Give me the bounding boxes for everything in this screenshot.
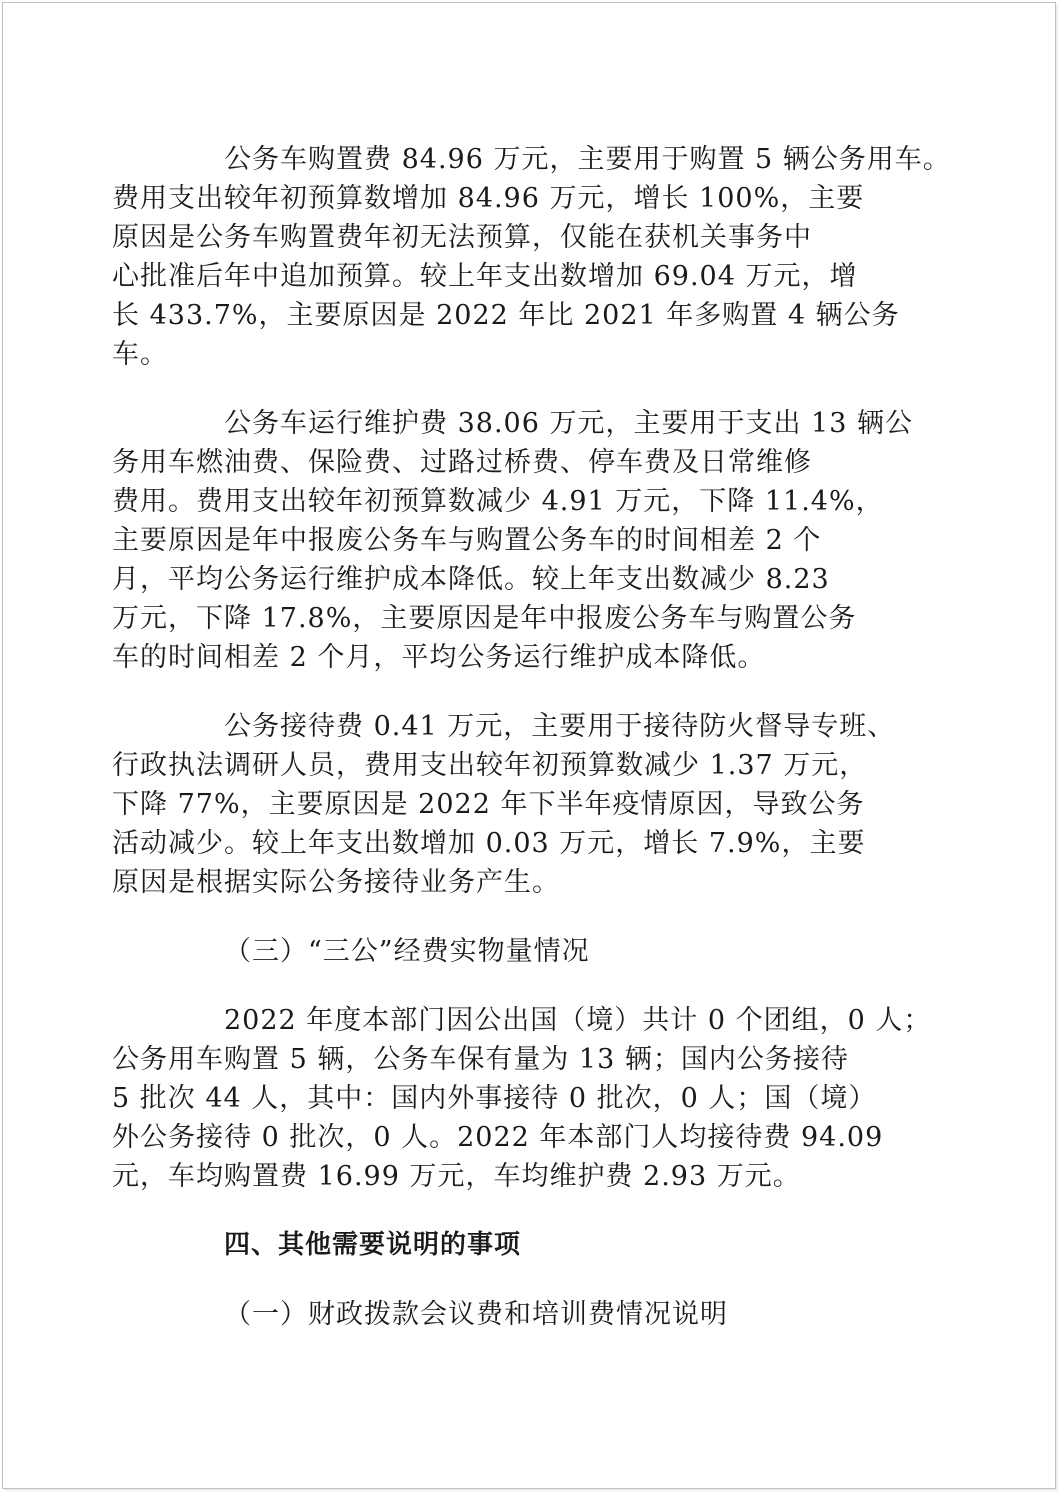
paragraph-reception [112, 707, 913, 902]
text-line: 费用支出较年初预算数增加 84.96 万元，增长 100%，主要 [112, 183, 865, 214]
text-line: 外公务接待 0 批次，0 人。2022 年本部门人均接待费 94.09 [112, 1122, 884, 1153]
text-line: 活动减少。较上年支出数增加 0.03 万元，增长 7.9%，主要 [112, 828, 866, 859]
text-line: 原因是根据实际公务接待业务产生。 [112, 867, 560, 898]
text-line: 5 批次 44 人，其中：国内外事接待 0 批次，0 人；国（境） [112, 1083, 877, 1114]
text-line: 下降 77%，主要原因是 2022 年下半年疫情原因，导致公务 [112, 789, 865, 820]
text-line: 务用车燃油费、保险费、过路过桥费、停车费及日常维修 [112, 447, 812, 478]
text-line: 公务接待费 0.41 万元，主要用于接待防火督导专班、 [224, 711, 896, 742]
text-line: 长 433.7%，主要原因是 2022 年比 2021 年多购置 4 辆公务 [112, 300, 900, 331]
text-line: 费用。费用支出较年初预算数减少 4.91 万元，下降 11.4%， [112, 486, 884, 517]
text-line: 心批准后年中追加预算。较上年支出数增加 69.04 万元，增 [112, 261, 858, 292]
text-line: 元，车均购置费 16.99 万元，车均维护费 2.93 万元。 [112, 1161, 801, 1192]
text-line: 月，平均公务运行维护成本降低。较上年支出数减少 8.23 [112, 564, 830, 595]
paragraph-vehicle-maintenance [112, 404, 913, 677]
section-subheading: （一）财政拨款会议费和培训费情况说明 [224, 1299, 728, 1330]
text-line: 万元，下降 17.8%，主要原因是年中报废公务车与购置公务 [112, 603, 857, 634]
text-line: 公务车运行维护费 38.06 万元，主要用于支出 13 辆公 [224, 408, 913, 439]
text-line: 车的时间相差 2 个月，平均公务运行维护成本降低。 [112, 642, 766, 673]
text-line: 公务用车购置 5 辆，公务车保有量为 13 辆；国内公务接待 [112, 1044, 849, 1075]
text-line: 原因是公务车购置费年初无法预算，仅能在获机关事务中 [112, 222, 812, 253]
paragraph-vehicle-purchase [112, 140, 951, 374]
text-line: 行政执法调研人员，费用支出较年初预算数减少 1.37 万元， [112, 750, 868, 781]
text-line: 2022 年度本部门因公出国（境）共计 0 个团组，0 人； [224, 1005, 932, 1036]
text-line: 主要原因是年中报废公务车与购置公务车的时间相差 2 个 [112, 525, 822, 556]
document-body [112, 140, 951, 1364]
section-heading: 四、其他需要说明的事项 [224, 1230, 522, 1260]
text-line: 公务车购置费 84.96 万元，主要用于购置 5 辆公务用车。 [224, 144, 951, 175]
document-page [2, 2, 1056, 1489]
text-line: 车。 [112, 339, 168, 370]
paragraph-physical-quantities [112, 1001, 932, 1196]
section-subheading: （三）“三公”经费实物量情况 [224, 936, 590, 967]
